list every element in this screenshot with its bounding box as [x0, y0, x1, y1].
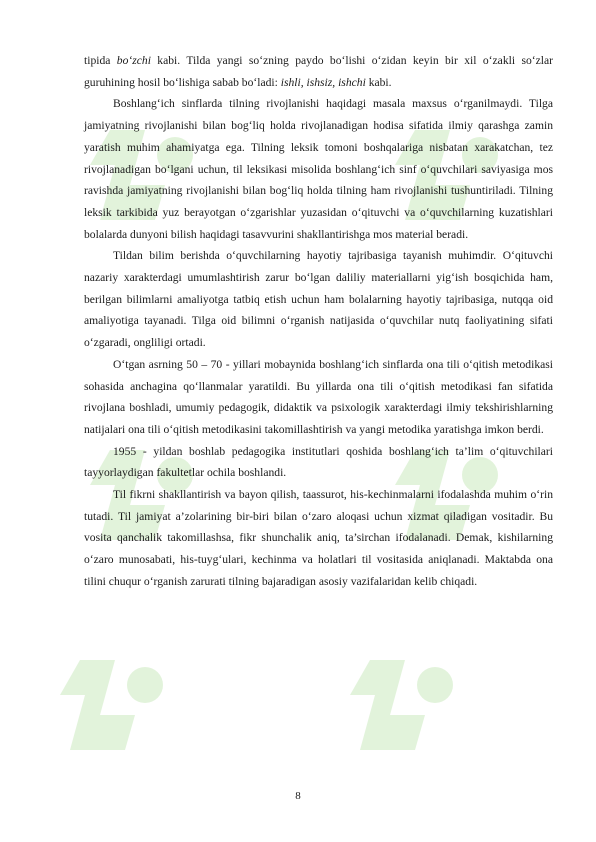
paragraph: [84, 441, 553, 484]
page-number: 8: [295, 790, 301, 802]
paragraph: [84, 354, 553, 441]
watermark-logo-icon: [40, 640, 190, 790]
watermark-logo-icon: [330, 640, 480, 790]
paragraph: [84, 484, 553, 593]
text-run: Til fikrni shakllantirish va bayon qilish, taassurot, his-kechinmalarni ifodalashda muhim o‘rin tutadi. Til jamiyat a’zolarining bir-biri bilan o‘zaro aloqasi uchun xizmat qiladigan vositadir. Bu vosita qanchalik takomillashsa, fikr shunchalik aniq, ta’sirchan ifodalanadi. Demak, kishilarning o‘zaro munosabati, his-tuyg‘ulari, kechinma va holatlari til vositasida aniqlanadi. Maktabda ona tilini chuqur o‘rganish zarurati tilning bajaradigan asosiy vazifalaridan kelib chiqadi.: [84, 488, 553, 588]
italic-term: bo‘zchi: [116, 54, 151, 67]
text-run: O‘tgan asrning 50 – 70 - yillari mobaynida boshlang‘ich sinflarda ona tili o‘qitish metodikasi sohasida anchagina qo‘llanmalar yaratildi. Bu yillarda ona tili o‘qitish metodikasi fan sifatida rivojlana boshladi, umumiy pedagogik, didaktik va psixologik xarakterdagi ilmiy tekshirishlarning natijalari ona tili o‘qitish metodikasini takomillashtirish va yangi metodika yaratishga imkon berdi.: [84, 357, 553, 436]
italic-term: ishli, ishsiz, ishchi: [280, 75, 366, 89]
text-run: kabi. Tilda yangi so‘zning paydo bo‘lishi o‘zidan keyin bir xil o‘zakli so‘zlar guruhining hosil bo‘lishiga sabab bo‘ladi:: [84, 54, 553, 89]
text-run: tipida: [84, 54, 117, 67]
paragraph: [84, 245, 553, 354]
text-run: kabi.: [365, 75, 392, 89]
paragraph: [84, 50, 553, 93]
text-run: Boshlang‘ich sinflarda tilning rivojlanishi haqidagi masala maxsus o‘rganilmaydi. Tilga jamiyatning rivojlanishi bilan bog‘liq holda rivojlanadigan hodisa sifatida ilmiy qarashga zamin yaratish muhim ahamiyatga ega. Tilning leksik tomoni boshqalariga nisbatan xarakatchan, tez rivojlanadigan bo‘lgani uchun, til leksikasi misolida boshlang‘ich sinf o‘quvchilari saviyasiga mos ravishda jamiyatning rivojlanishi bilan bog‘liq holda tilning ham rivojlanishi tushuntiriladi. Tilning leksik tarkibida yuz berayotgan o‘zgarishlar yuzasidan o‘qituvchi va o‘quvchilarning kuzatishlari bolalarda dunyoni bilish haqidagi tasavvurini shakllantirishga mos material beradi.: [84, 97, 553, 241]
paragraph: [84, 93, 553, 245]
document-body: [84, 50, 553, 593]
text-run: 1955 - yildan boshlab pedagogika institutlari qoshida boshlang‘ich ta’lim o‘qituvchilari tayyorlaydigan fakultetlar ochila boshlandi.: [84, 444, 553, 480]
text-run: Tildan bilim berishda o‘quvchilarning hayotiy tajribasiga tayanish muhimdir. O‘qituvchi nazariy xarakterdagi umumlashtirish zarur bo‘lgan daliliy materiallarni yig‘ish bosqichida ham, berilgan bilimlarni amaliyotga tatbiq etish uchun ham bolalarning hayotiy tajribasiga, nutqqa oid amaliyotiga tayanadi. Tilga oid bilimni o‘rganish natijasida o‘quvchilar nutq faoliyatining sifati o‘zgaradi, ongliligi ortadi.: [84, 249, 553, 350]
